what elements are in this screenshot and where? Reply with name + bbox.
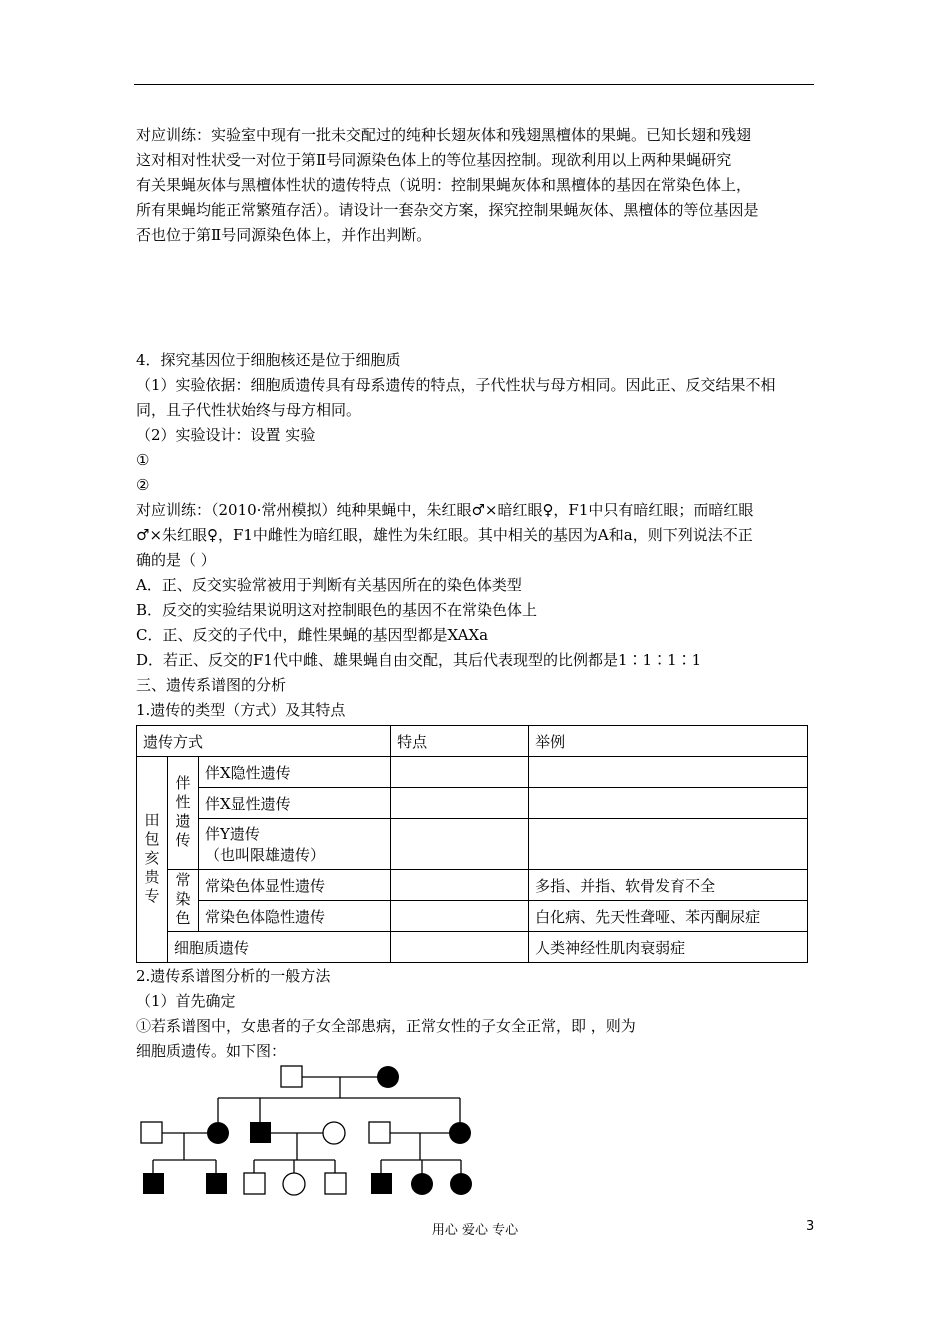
row-auto-recessive: 常染色体隐性遗传 (199, 901, 391, 932)
text-line: （2）实验设计：设置 实验 (136, 426, 316, 444)
table-header-mode: 遗传方式 (137, 726, 391, 757)
affected-female-symbol (449, 1122, 471, 1144)
text-line: （1）首先确定 (136, 992, 236, 1010)
text-line: 三、遗传系谱图的分析 (136, 676, 287, 694)
text-line: D．若正、反交的F1代中雌、雄果蝇自由交配，其后代表现型的比例都是1∶1∶1∶1 (136, 651, 702, 669)
text-line: 否也位于第Ⅱ号同源染色体上，并作出判断。 (136, 226, 432, 244)
row-y-linked-line2: （也叫限雄遗传） (205, 846, 326, 864)
affected-female-symbol (207, 1122, 229, 1144)
affected-male-symbol (143, 1173, 164, 1194)
text-line: 对应训练：实验室中现有一批未交配过的纯种长翅灰体和残翅黑檀体的果蝇。已知长翅和残翅 (136, 126, 752, 144)
text-line: 2.遗传系谱图分析的一般方法 (136, 967, 331, 985)
normal-female-symbol (283, 1173, 305, 1195)
affected-male-symbol (206, 1173, 227, 1194)
autosomal-label: 常染色 (168, 870, 199, 932)
table-header-feature: 特点 (391, 726, 529, 757)
normal-male-symbol (325, 1173, 346, 1194)
table-header-example: 举例 (529, 726, 808, 757)
nucleus-label: 田包亥贵专 (137, 757, 168, 963)
affected-female-symbol (450, 1173, 472, 1195)
normal-male-symbol (369, 1122, 390, 1143)
cell-example: 白化病、先天性聋哑、苯丙酮尿症 (529, 901, 808, 932)
affected-female-symbol (377, 1066, 399, 1088)
text-line: A．正、反交实验常被用于判断有关基因所在的染色体类型 (136, 576, 522, 594)
text-line: B．反交的实验结果说明这对控制眼色的基因不在常染色体上 (136, 601, 538, 619)
text-line: C．正、反交的子代中，雌性果蝇的基因型都是XAXa (136, 626, 489, 644)
row-x-dominant: 伴X显性遗传 (199, 788, 391, 819)
text-line: 同，且子代性状始终与母方相同。 (136, 401, 362, 419)
normal-female-symbol (323, 1122, 345, 1144)
page-number: 3 (806, 1219, 815, 1234)
affected-female-symbol (411, 1173, 433, 1195)
normal-male-symbol (244, 1173, 265, 1194)
normal-male-symbol (141, 1122, 162, 1143)
row-y-linked-line1: 伴Y遗传 (205, 825, 260, 843)
text-line: ①若系谱图中，女患者的子女全部患病，正常女性的子女全正常，即 ，则为 (136, 1017, 636, 1035)
text-line: 这对相对性状受一对位于第Ⅱ号同源染色体上的等位基因控制。现欲利用以上两种果蝇研究 (136, 151, 732, 169)
affected-male-symbol (371, 1173, 392, 1194)
text-line: 1.遗传的类型（方式）及其特点 (136, 701, 346, 719)
cell-example: 多指、并指、软骨发育不全 (529, 870, 808, 901)
text-line: 确的是（ ） (136, 551, 216, 569)
text-line: ① (136, 451, 150, 469)
sex-linked-label: 伴性遗传 (168, 757, 199, 870)
text-line: 有关果蝇灰体与黑檀体性状的遗传特点（说明：控制果蝇灰体和黑檀体的基因在常染色体上， (136, 176, 752, 194)
row-x-recessive: 伴X隐性遗传 (199, 757, 391, 788)
affected-male-symbol (250, 1122, 271, 1143)
text-line: 对应训练：（2010·常州模拟）纯种果蝇中，朱红眼♂×暗红眼♀，F1中只有暗红眼；而暗红眼 (136, 501, 754, 519)
cell-example: 人类神经性肌肉衰弱症 (529, 932, 808, 963)
text-line: （1）实验依据：细胞质遗传具有母系遗传的特点，子代性状与母方相同。因此正、反交结果不相 (136, 376, 776, 394)
normal-male-symbol (281, 1066, 302, 1087)
row-cytoplasm: 细胞质遗传 (168, 932, 391, 963)
text-line: 4．探究基因位于细胞核还是位于细胞质 (136, 351, 401, 369)
page-footer: 用心 爱心 专心 (431, 1223, 519, 1238)
row-auto-dominant: 常染色体显性遗传 (199, 870, 391, 901)
text-line: 细胞质遗传。如下图： (136, 1042, 287, 1060)
text-line: ♂×朱红眼♀，F1中雌性为暗红眼，雄性为朱红眼。其中相关的基因为A和a，则下列说法不正 (136, 526, 753, 544)
text-line: ② (136, 476, 150, 494)
text-line: 所有果蝇均能正常繁殖存活）。请设计一套杂交方案，探究控制果蝇灰体、黑檀体的等位基因是 (136, 201, 759, 219)
